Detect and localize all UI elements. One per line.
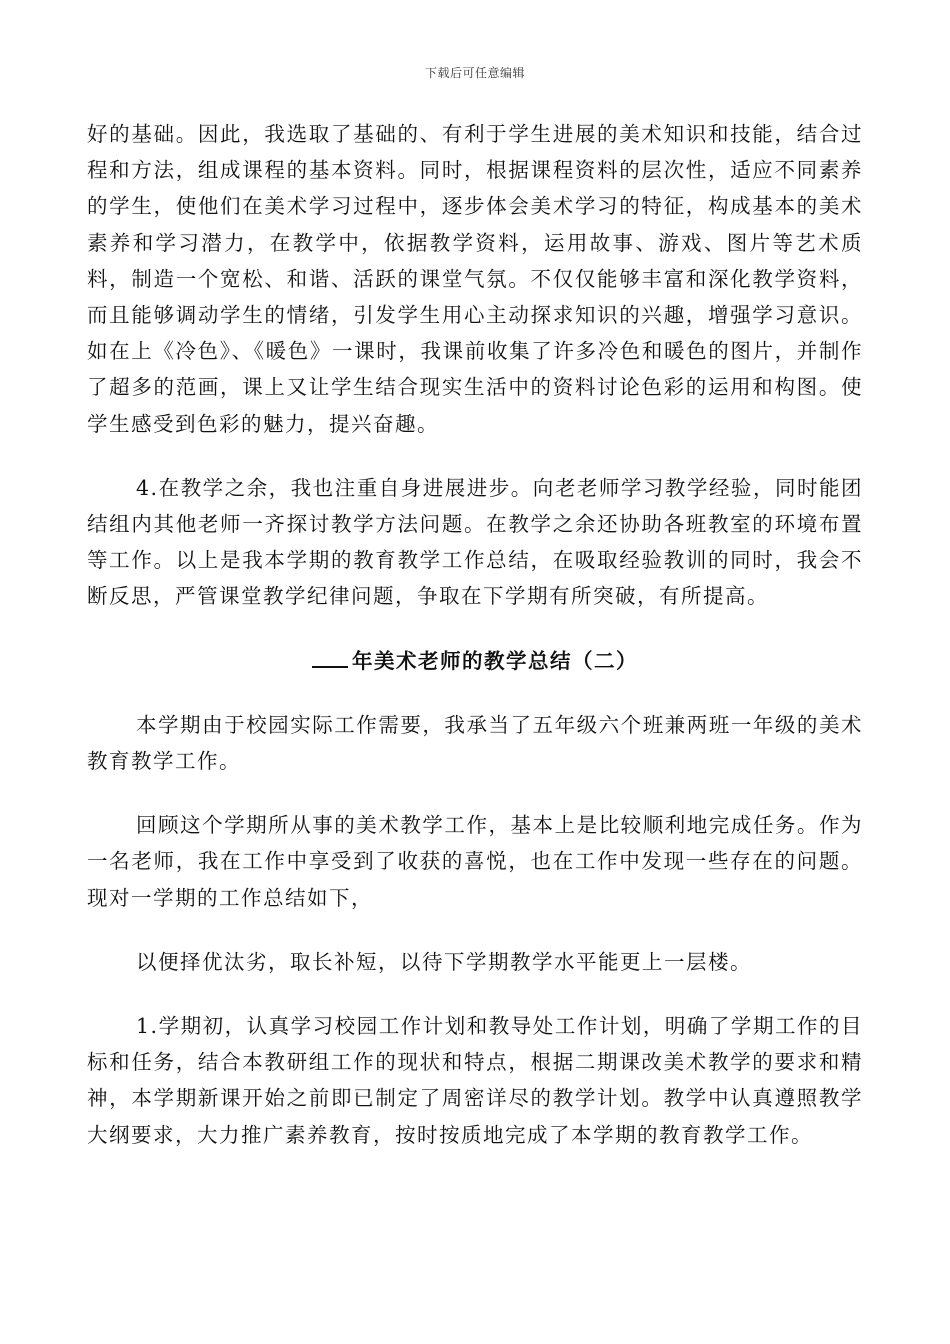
- page-header-note: 下载后可任意编辑: [424, 66, 525, 80]
- paragraph-gap: [87, 916, 863, 944]
- paragraph-intro: 本学期由于校园实际工作需要，我承当了五年级六个班兼两班一年级的美术教育教学工作。: [87, 712, 863, 774]
- paragraph-continued: 好的基础。因此，我选取了基础的、有利于学生进展的美术知识和技能，结合过程和方法，组成课程的基本资料。同时，根据课程资料的层次性，适应不同素养的学生，使他们在美术学习过程中，逐步体会美术学习的特征，构成基本的美术素养和学习潜力，在教学中，依据教学资料，运用故事、游戏、图片等艺术质料，制造一个宽松、和谐、活跃的课堂气氛。不仅仅能够丰富和深化教学资料，而且能够调动学生的情绪，引发学生用心主动探求知识的兴趣，增强学习意识。如在上《冷色》、《暖色》一课时，我课前收集了许多冷色和暖色的图片，并制作了超多的范画，课上又让学生结合现实生活中的资料讨论色彩的运用和构图。使学生感受到色彩的魅力，提兴奋趣。: [87, 122, 863, 436]
- paragraph-item-1: 1.学期初，认真学习校园工作计划和教导处工作计划，明确了学期工作的目标和任务，结合本教研组工作的现状和特点，根据二期课改美术教学的要求和精神，本学期新课开始之前即已制定了周密详尽的教学计划。教学中认真遵照教学大纲要求，大力推广素养教育，按时按质地完成了本学期的教育教学工作。: [87, 1014, 863, 1147]
- paragraph-purpose: 以便择优汰劣，取长补短，以待下学期教学水平能更上一层楼。: [136, 949, 752, 974]
- paragraph-gap: [87, 615, 863, 643]
- paragraph-gap: [87, 779, 863, 807]
- year-blank-line: [312, 648, 348, 668]
- paragraph-item-4: 4.在教学之余，我也注重自身进展进步。向老老师学习教学经验，同时能团结组内其他老师一齐探讨教学方法问题。在教学之余还协助各班教室的环境布置等工作。以上是我本学期的教育教学工作总结，在吸取经验教训的同时，我会不断反思，严管课堂教学纪律问题，争取在下学期有所突破，有所提高。: [87, 475, 863, 609]
- section-title-text: 年美术老师的教学总结（二）: [352, 648, 638, 673]
- paragraph-review: 回顾这个学期所从事的美术教学工作，基本上是比较顺利地完成任务。作为一名老师，我在工作中享受到了收获的喜悦，也在工作中发现一些存在的问题。现对一学期的工作总结如下，: [87, 813, 863, 910]
- paragraph-gap: [87, 679, 863, 707]
- document-body: [87, 116, 863, 1153]
- section-title: [87, 643, 863, 679]
- paragraph-gap: [87, 442, 863, 470]
- paragraph-gap: [87, 980, 863, 1008]
